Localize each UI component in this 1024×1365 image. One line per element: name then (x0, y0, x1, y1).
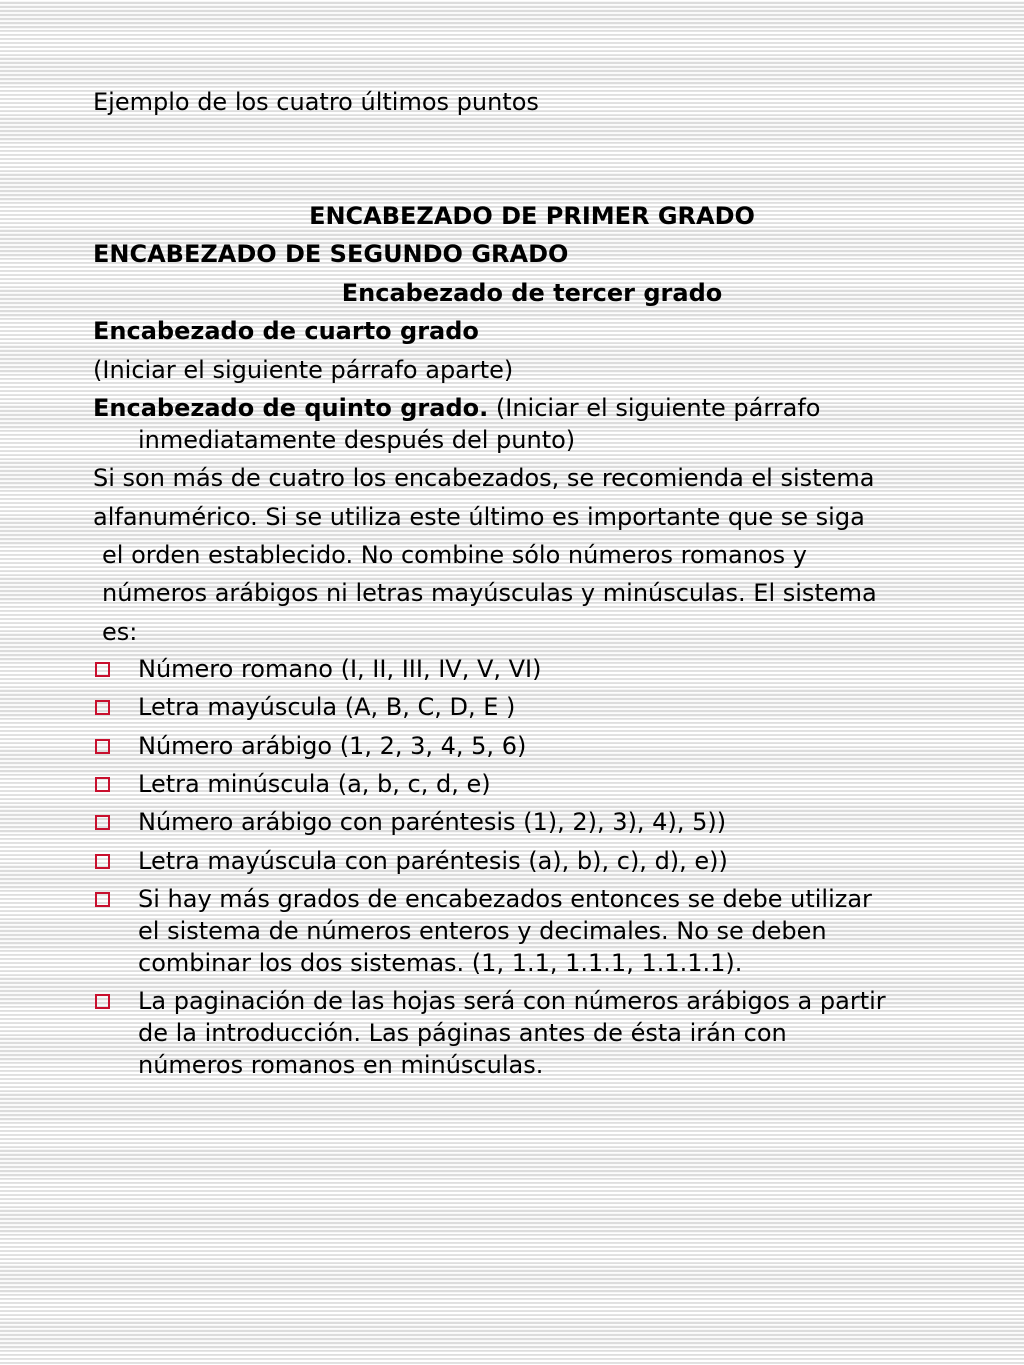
list-item-line: Si hay más grados de encabezados entonces se debe utilizar (138, 885, 872, 913)
intro-text: Ejemplo de los cuatro últimos puntos (93, 88, 539, 116)
paragraph-line: el orden establecido. No combine sólo números romanos y (102, 541, 807, 569)
heading-level-5-note-continuation: inmediatamente después del punto) (138, 426, 576, 454)
hollow-square-bullet-icon (95, 815, 110, 830)
heading-level-2: ENCABEZADO DE SEGUNDO GRADO (93, 240, 569, 268)
hollow-square-bullet-icon (95, 892, 110, 907)
hollow-square-bullet-icon (95, 994, 110, 1009)
list-item: Letra mayúscula (A, B, C, D, E ) (138, 693, 516, 721)
list-item: Letra minúscula (a, b, c, d, e) (138, 770, 491, 798)
list-item-line: combinar los dos sistemas. (1, 1.1, 1.1.1, 1.1.1.1). (138, 949, 743, 977)
list-item: Número arábigo con paréntesis (1), 2), 3), 4), 5)) (138, 808, 727, 836)
paragraph-line: es: (102, 618, 138, 646)
list-item: Número romano (I, II, III, IV, V, VI) (138, 655, 542, 683)
paragraph-line: Si son más de cuatro los encabezados, se recomienda el sistema (93, 464, 875, 492)
list-item-line: La paginación de las hojas será con números arábigos a partir (138, 987, 886, 1015)
heading-level-4-note: (Iniciar el siguiente párrafo aparte) (93, 356, 514, 384)
list-item-line: números romanos en minúsculas. (138, 1051, 544, 1079)
heading-level-5-note: (Iniciar el siguiente párrafo (488, 394, 821, 422)
list-item: Letra mayúscula con paréntesis (a), b), c), d), e)) (138, 847, 728, 875)
heading-level-5-line (93, 392, 821, 424)
heading-level-1: ENCABEZADO DE PRIMER GRADO (309, 202, 755, 230)
list-item-line: el sistema de números enteros y decimales. No se deben (138, 917, 827, 945)
hollow-square-bullet-icon (95, 854, 110, 869)
heading-level-4: Encabezado de cuarto grado (93, 317, 479, 345)
hollow-square-bullet-icon (95, 739, 110, 754)
hollow-square-bullet-icon (95, 777, 110, 792)
paragraph-line: alfanumérico. Si se utiliza este último es importante que se siga (93, 503, 865, 531)
hollow-square-bullet-icon (95, 662, 110, 677)
hollow-square-bullet-icon (95, 700, 110, 715)
paragraph-line: números arábigos ni letras mayúsculas y minúsculas. El sistema (102, 579, 877, 607)
list-item-line: de la introducción. Las páginas antes de ésta irán con (138, 1019, 787, 1047)
list-item: Número arábigo (1, 2, 3, 4, 5, 6) (138, 732, 527, 760)
heading-level-5: Encabezado de quinto grado. (93, 394, 489, 422)
heading-level-3: Encabezado de tercer grado (341, 279, 723, 307)
